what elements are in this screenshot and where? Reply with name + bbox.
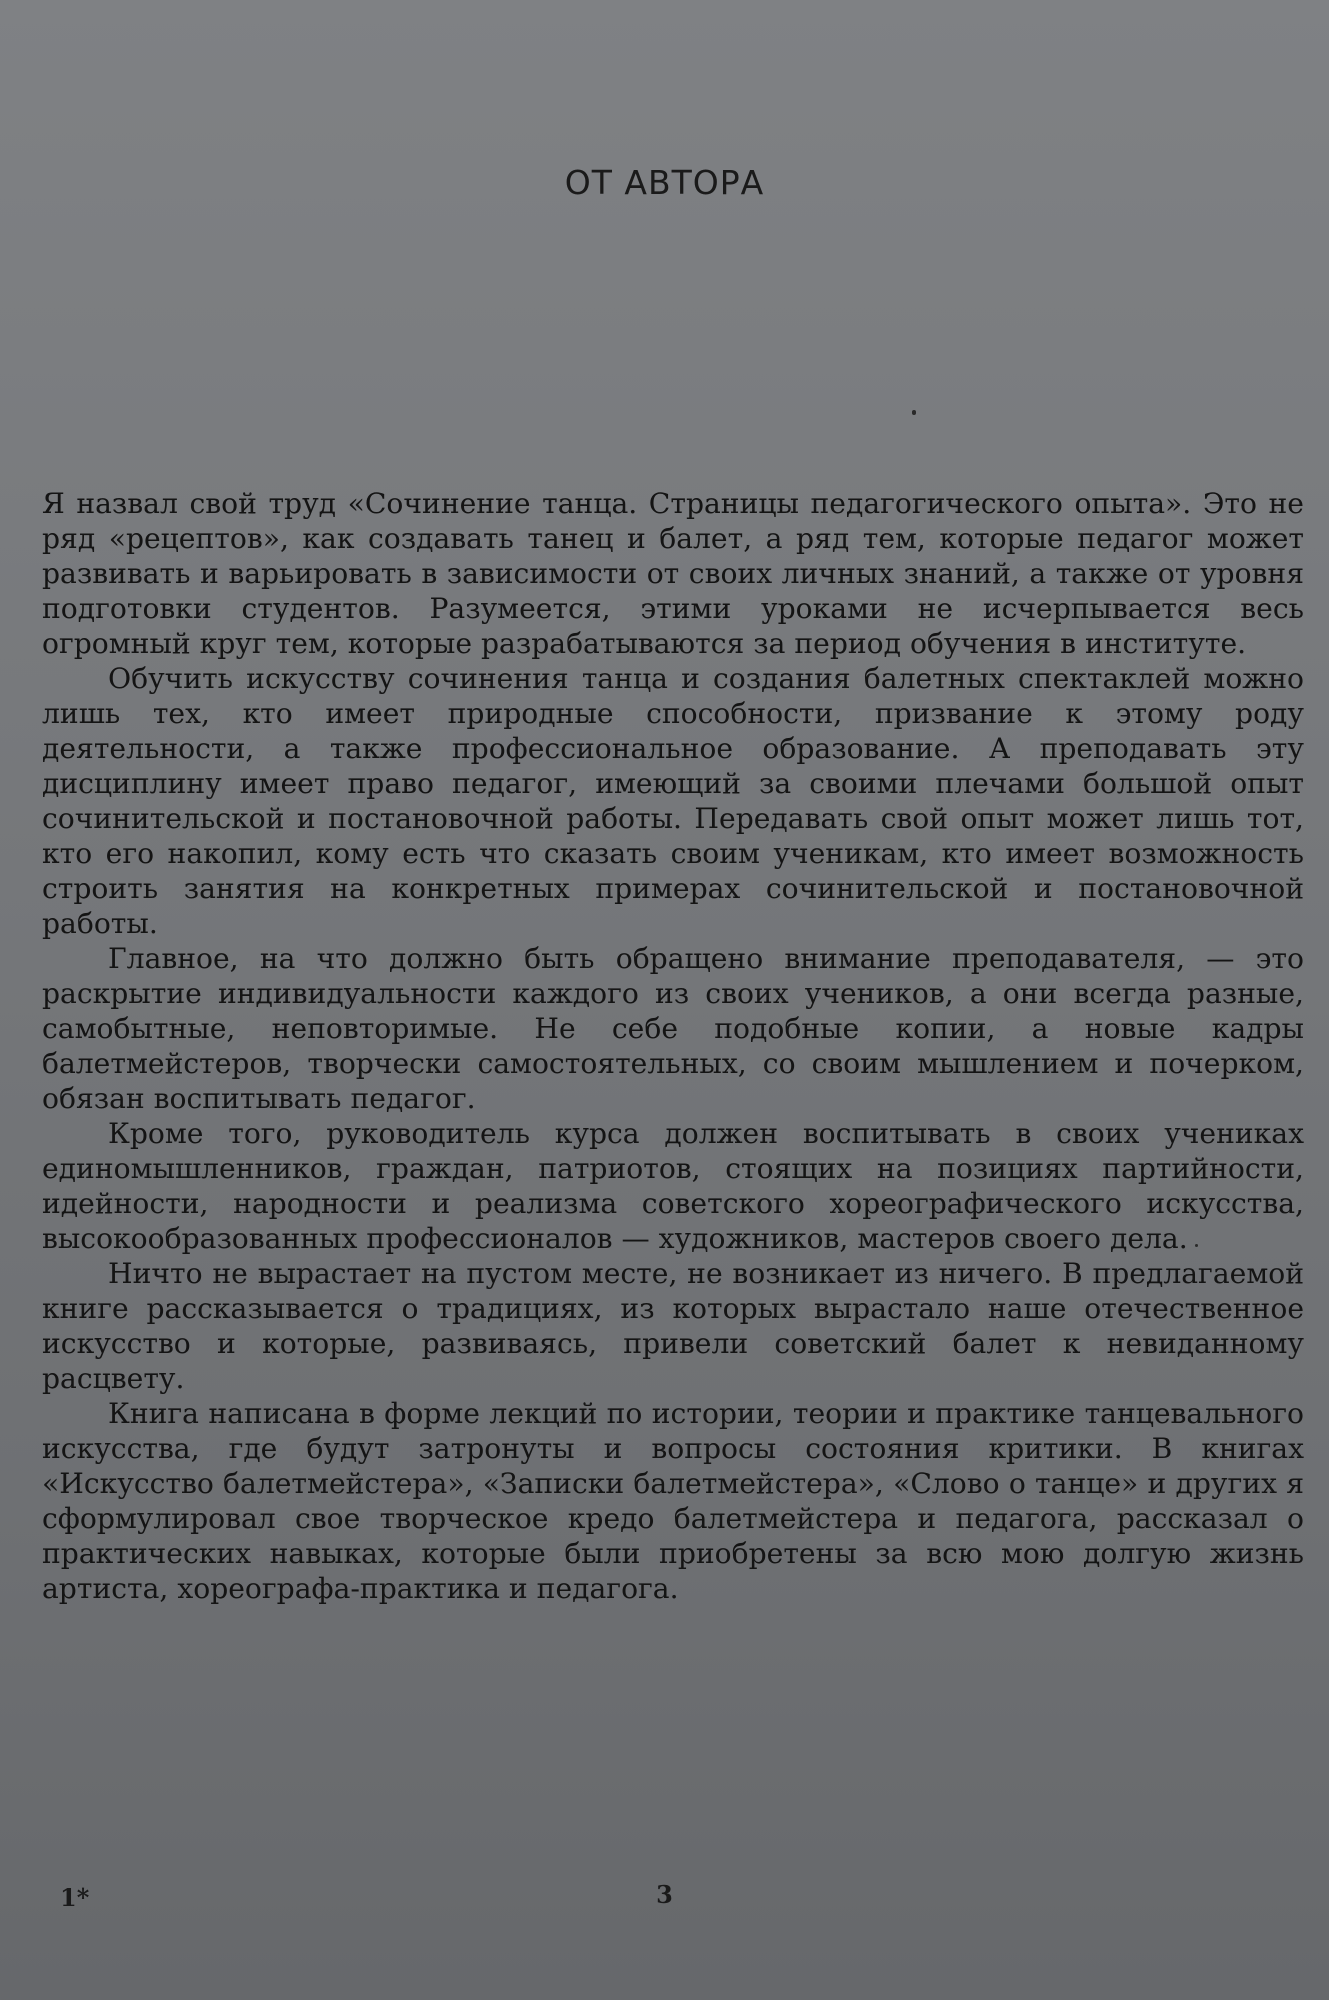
page-number: 3: [656, 1880, 673, 1909]
print-speck: [1195, 1244, 1198, 1247]
paragraph-2: Обучить искусству сочинения танца и создания балетных спектаклей можно лишь тех, кто имеет природные способности, призвание к этому роду деятельности, а также профессиональное образование. А преподавать эту дисциплину имеет право педагог, имеющий за своими плечами большой опыт сочинительской и постановочной работы. Передавать свой опыт может лишь тот, кто его накопил, кому есть что сказать своим ученикам, кто имеет возможность строить занятия на конкретных примерах сочинительской и постановочной работы.: [42, 662, 1304, 940]
paragraph-4: Кроме того, руководитель курса должен воспитывать в своих учениках единомышленников, граждан, патриотов, стоящих на позициях партийности, идейности, народности и реализма советского хореографического искусства, высокообразованных профессионалов — художников, мастеров своего дела.: [42, 1117, 1304, 1255]
paragraph-6: Книга написана в форме лекций по истории, теории и практике танцевального искусства, где будут затронуты и вопросы состояния критики. В книгах «Искусство балетмейстера», «Записки балетмейстера», «Слово о танце» и других я сформулировал свое творческое кредо балетмейстера и педагога, рассказал о практических навыках, которые были приобретены за всю мою долгую жизнь артиста, хореографа-практика и педагога.: [42, 1397, 1304, 1605]
paragraph-5: Ничто не вырастает на пустом месте, не возникает из ничего. В предлагаемой книге рассказывается о традициях, из которых вырастало наше отечественное искусство и которые, развиваясь, привели советский балет к невиданному расцвету.: [42, 1257, 1304, 1395]
paragraph-3: Главное, на что должно быть обращено внимание преподавателя, — это раскрытие индивидуальности каждого из своих учеников, а они всегда разные, самобытные, неповторимые. Не себе подобные копии, а новые кадры балетмейстеров, творчески самостоятельных, со своим мышлением и почерком, обязан воспитывать педагог.: [42, 942, 1304, 1115]
paragraph-1: Я назвал свой труд «Сочинение танца. Страницы педагогического опыта». Это не ряд «рецептов», как создавать танец и балет, а ряд тем, которые педагог может развивать и варьировать в зависимости от своих личных знаний, а также от уровня подготовки студентов. Разумеется, этими уроками не исчерпывается весь огромный круг тем, которые разрабатываются за период обучения в институте.: [42, 487, 1304, 660]
printer-signature-mark: 1*: [60, 1883, 90, 1912]
print-speck: [912, 410, 916, 415]
body-text: [42, 486, 1304, 1606]
chapter-heading: ОТ АВТОРА: [564, 163, 765, 202]
